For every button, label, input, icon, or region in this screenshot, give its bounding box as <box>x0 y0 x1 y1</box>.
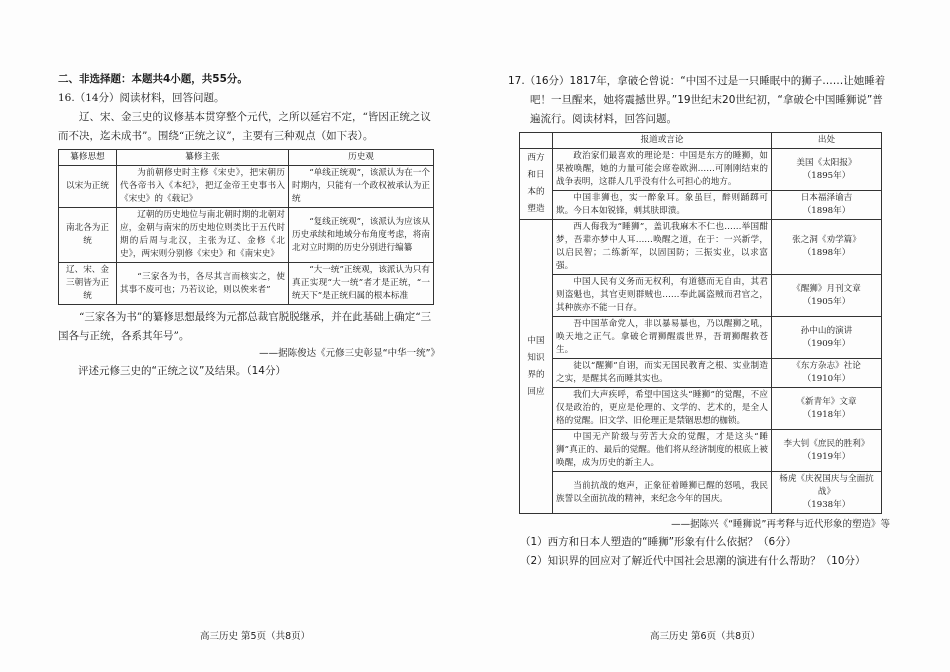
cell-source <box>772 472 882 514</box>
cell-source <box>772 191 882 220</box>
cell-view: “大一统”正统观，该派认为只有真正实现“大一统”者才是正统，“一统天下”是正统归属的根本标准 <box>289 263 434 305</box>
source-name: 《醒狮》月刊文章 <box>792 283 861 294</box>
table-row <box>520 472 882 514</box>
right-page <box>508 72 890 571</box>
source-name: 李大钊《庶民的胜利》 <box>783 438 870 449</box>
source-year: （1898年） <box>802 248 851 258</box>
cell-text: 徒以“醒狮”自诩，而实无国民教育之根、实业制造之实，是醒其名而睡其实也。 <box>553 359 772 388</box>
table-row <box>520 220 882 275</box>
source-year: （1909年） <box>802 338 851 349</box>
cell-claim: 辽朝的历史地位与南北朝时期的北朝对应，金朝与南宋的历史地位则类比于五代时期的后周与北汉，主张为辽、金修《北史》，两宋则分别修《宋史》和《南宋史》 <box>117 208 289 263</box>
cell-source <box>772 317 882 359</box>
header-blank <box>520 133 553 149</box>
table-row <box>520 430 882 472</box>
q17-table <box>519 132 882 514</box>
cell-idea: 以宋为正统 <box>59 166 117 208</box>
header-source: 出处 <box>772 133 882 149</box>
cell-view: “复线正统观”，该派认为应该从历史承续和地域分布角度考虑，将南北对立时期的历史分别进行编纂 <box>289 208 434 263</box>
header-idea: 纂修思想 <box>59 150 117 166</box>
group-label-chinese-intellectuals: 中国知识界的回应 <box>520 220 553 514</box>
table-row <box>520 388 882 430</box>
table-row <box>520 149 882 191</box>
source-name: 张之洞《劝学篇》 <box>792 235 861 245</box>
cell-text: 中国非狮也，实一醉象耳。象虽巨，醉则踊踯可欺。今日本如锐锋，刺其肤即溃。 <box>553 191 772 220</box>
page-footer: 高三历史 第5页（共8页） <box>200 631 311 642</box>
cell-source <box>772 220 882 275</box>
left-page <box>58 70 440 381</box>
source-year: （1898年） <box>802 206 851 216</box>
header-view: 历史观 <box>289 150 434 166</box>
cell-source <box>772 388 882 430</box>
material-after: “三家各为书”的纂修思想最终为元都总裁官脱脱继承，并在此基础上确定“三国各与正统，各系其年号”。 <box>58 311 432 342</box>
source-citation: ——据陈兴《“睡狮说”再考释与近代形象的塑造》等 <box>671 519 890 530</box>
cell-claim: 为前朝修史时主修《宋史》，把宋朝历代各帝书入《本纪》，把辽金帝王史事书入《宋史》的《载记》 <box>117 166 289 208</box>
cell-text: 西人侮我为“睡狮”，盖讥我麻木不仁也……举国酣梦，吾辈亦梦中人耳……唤醒之道，在于：一兴新学，以启民智；二练新军，以固国防；三振实业，以求富强。 <box>553 220 772 275</box>
table-row <box>59 166 434 208</box>
group-label-west-japan: 西方和日本的塑造 <box>520 149 553 220</box>
table-row <box>520 275 882 317</box>
question-17-part-1: （1）西方和日本人塑造的“睡狮”形象有什么依据？（6分） <box>520 536 797 548</box>
cell-view: “单线正统观”，该派认为在一个时期内，只能有一个政权被承认为正统 <box>289 166 434 208</box>
source-citation: ——据陈俊达《元修三史彰显“中华一统”》 <box>259 348 440 359</box>
cell-text: 当前抗战的炮声，正象征着睡狮已醒的怒吼，我民族誓以全面抗战的精神，来纪念今年的国庆。 <box>553 472 772 514</box>
source-year: （1919年） <box>802 451 851 462</box>
question-17-intro: 17.（16分）1817年，拿破仑曾说：“中国不过是一只睡眠中的狮子……让她睡着吧！一旦醒来，她将震撼世界。”19世纪末20世纪初，“拿破仑中国睡狮说”普遍流行。阅读材料，回答问题。 <box>508 75 886 125</box>
cell-source <box>772 430 882 472</box>
cell-source <box>772 149 882 191</box>
source-year: （1910年） <box>802 374 851 384</box>
question-16-prompt: 评述元修三史的“正统之议”及结果。（14分） <box>78 365 286 377</box>
cell-idea: 辽、宋、金三朝皆为正统 <box>59 263 117 305</box>
source-year: （1918年） <box>802 409 851 420</box>
source-year: （1905年） <box>802 296 851 307</box>
cell-source <box>772 275 882 317</box>
header-claim: 纂修主张 <box>117 150 289 166</box>
cell-text: 政治家们最喜欢的理论是：中国是东方的睡狮，如果被唤醒，她的力量可能会席卷欧洲……可刚刚结束的战争表明，这群人几乎没有什么可担心的地方。 <box>553 149 772 191</box>
question-17-part-2: （2）知识界的回应对了解近代中国社会思潮的演进有什么帮助？（10分） <box>520 555 866 567</box>
source-name: 杨虎《庆祝国庆与全面抗战》 <box>779 474 874 497</box>
table-row <box>59 208 434 263</box>
table-row <box>520 359 882 388</box>
source-name: 《东方杂志》社论 <box>792 361 861 371</box>
source-name: 美国《太阳报》 <box>796 157 857 168</box>
source-name: 孙中山的演讲 <box>800 325 853 336</box>
source-year: （1895年） <box>802 170 851 181</box>
table-row <box>520 191 882 220</box>
cell-text: 我们大声疾呼，希望中国这头“睡狮”的觉醒，不应仅是政治的，更应是伦理的、文学的、艺术的，是全人格的觉醒。旧文学、旧伦理正是禁锢思想的枷锁。 <box>553 388 772 430</box>
q16-table <box>58 149 434 305</box>
source-name: 《新青年》文章 <box>796 396 857 407</box>
page-footer: 高三历史 第6页（共8页） <box>650 631 761 642</box>
cell-text: 吾中国革命党人，非以暴易暴也，乃以醒狮之吼，唤天地之正气。拿破仑谓狮醒震世界，吾谓狮醒救苍生。 <box>553 317 772 359</box>
cell-text: 中国人民有义务而无权利，有道德而无自由，其君则盗魁也，其官吏则群贼也……奉此属盗贼而君官之，其种族亦不能一日存。 <box>553 275 772 317</box>
question-16-intro: 辽、宋、金三史的议修基本贯穿整个元代，之所以延宕不定，“皆因正统之议而不决，迄未成书”。围绕“正统之议”，主要有三种观点（如下表）。 <box>58 111 431 142</box>
header-report: 报道或言论 <box>553 133 772 149</box>
section-title: 二、非选择题：本题共4小题，共55分。 <box>58 73 248 85</box>
cell-text: 中国无产阶级与劳苦大众的觉醒，才是这头“睡狮”真正的、最后的觉醒。他们将从经济制度的根底上被唤醒，成为历史的新主人。 <box>553 430 772 472</box>
cell-source <box>772 359 882 388</box>
source-name: 日本福泽谕吉 <box>800 193 853 203</box>
table-row <box>520 317 882 359</box>
table-row <box>59 263 434 305</box>
cell-idea: 南北各为正统 <box>59 208 117 263</box>
source-year: （1938年） <box>802 500 851 510</box>
cell-claim: “三家各为书，各尽其言而核实之，使其事不废可也；乃若议论，则以俟来者” <box>117 263 289 305</box>
question-16-heading: 16.（14分）阅读材料，回答问题。 <box>58 92 225 104</box>
